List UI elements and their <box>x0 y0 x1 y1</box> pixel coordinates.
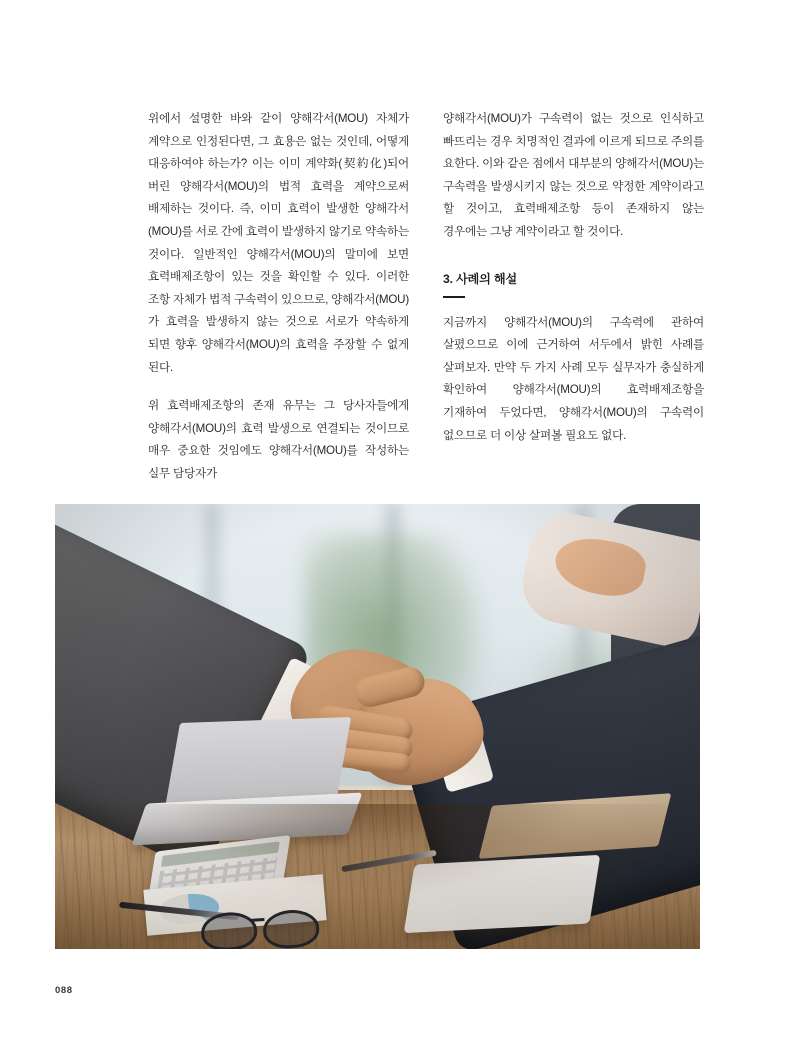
photo-vignette <box>55 504 700 949</box>
section-heading: 3. 사례의 해설 <box>443 271 518 286</box>
paragraph: 위 효력배제조항의 존재 유무는 그 당사자들에게 양해각서(MOU)의 효력 발생으로 연결되는 것이므로 매우 중요한 것임에도 양해각서(MOU)를 작성하는 실무 담당자가 <box>148 399 409 480</box>
paragraph: 위에서 설명한 바와 같이 양해각서(MOU) 자체가 계약으로 인정된다면, 그 효용은 없는 것인데, 어떻게 대응하여야 하는가? 이는 이미 계약화(契約化)되어 버린 양해각서(MOU)의 법적 효력을 계약으로써 배제하는 것이다. 즉, 이미 효력이 발생한 양해각서(MOU)를 서로 간에 효력이 발생하지 않기로 약속하는 것이다. 일반적인 양해각서(MOU)의 말미에 보면 효력배제조항이 있는 것을 확인할 수 있다. 이러한 조항 자체가 법적 구속력이 있으므로, 양해각서(MOU)가 효력을 발생하지 않는 것으로 서로가 약속하게 되면 향후 양해각서(MOU)의 효력을 주장할 수 없게 된다. <box>148 112 409 374</box>
right-column <box>443 108 704 486</box>
paragraph: 지금까지 양해각서(MOU)의 구속력에 관하여 살폈으므로 이에 근거하여 서두에서 밝힌 사례를 살펴보자. 만약 두 가지 사례 모두 실무자가 충실하게 확인하여 양해각서(MOU)의 효력배제조항을 기재하여 두었다면, 양해각서(MOU)의 구속력이 없으므로 더 이상 살펴볼 필요도 없다. <box>443 315 704 442</box>
heading-rule <box>443 296 465 298</box>
photo-canvas <box>55 504 700 949</box>
left-column <box>148 108 409 486</box>
paragraph: 양해각서(MOU)가 구속력이 없는 것으로 인식하고 빠뜨리는 경우 치명적인 결과에 이르게 되므로 주의를 요한다. 이와 같은 점에서 대부분의 양해각서(MOU)는 구속력을 발생시키지 않는 것으로 약정한 계약이라고 할 것이고, 효력배제조항 등이 존재하지 않는 경우에는 그냥 계약이라고 할 것이다. <box>443 112 704 238</box>
page-number: 088 <box>55 985 73 996</box>
business-handshake-photo <box>55 504 700 949</box>
text-columns <box>148 108 704 486</box>
